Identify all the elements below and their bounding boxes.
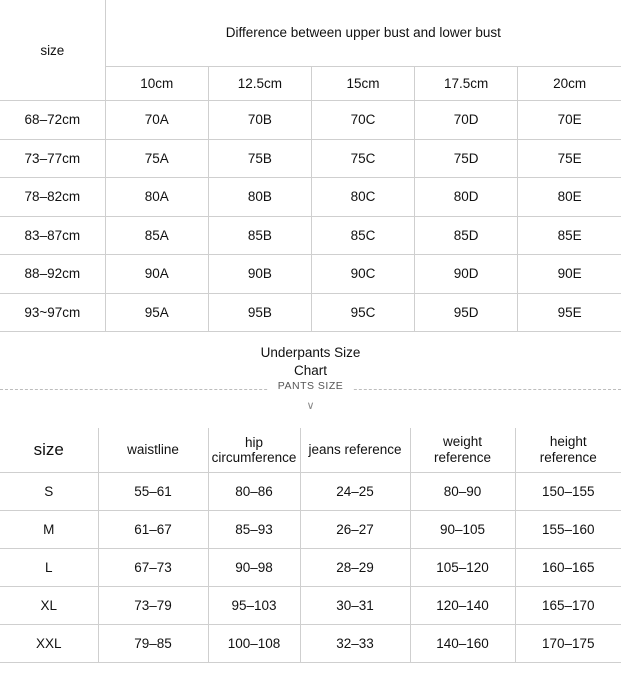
bra-row-size: 68–72cm bbox=[0, 101, 105, 140]
pants-cell-waistline: 67–73 bbox=[98, 548, 208, 586]
pants-cell-height: 165–170 bbox=[515, 586, 621, 624]
section-title bbox=[0, 344, 621, 380]
pants-cell-height: 150–155 bbox=[515, 472, 621, 510]
bra-row-size: 83–87cm bbox=[0, 216, 105, 255]
bra-cup-header-15cm: 15cm bbox=[311, 67, 414, 101]
pants-row-size: L bbox=[0, 548, 98, 586]
pants-row-size: XXL bbox=[0, 624, 98, 662]
bra-cup-header-17-5cm: 17.5cm bbox=[415, 67, 518, 101]
bra-row-size: 78–82cm bbox=[0, 178, 105, 217]
table-row bbox=[0, 255, 621, 294]
pants-cell-waistline: 55–61 bbox=[98, 472, 208, 510]
pants-height-header bbox=[515, 428, 621, 472]
bra-size-header: size bbox=[0, 0, 105, 101]
bra-table-header-row bbox=[0, 0, 621, 67]
pants-cell-jeans: 32–33 bbox=[300, 624, 410, 662]
bra-cell: 75C bbox=[311, 139, 414, 178]
pants-table-header-row bbox=[0, 428, 621, 472]
bra-cell: 80E bbox=[518, 178, 621, 217]
underpants-section-header bbox=[0, 332, 621, 428]
bra-cell: 80B bbox=[208, 178, 311, 217]
bra-cell: 85E bbox=[518, 216, 621, 255]
table-row bbox=[0, 586, 621, 624]
pants-weight-header bbox=[410, 428, 515, 472]
pants-cell-weight: 140–160 bbox=[410, 624, 515, 662]
bra-row-size: 73–77cm bbox=[0, 139, 105, 178]
chevron-down-icon: ∨ bbox=[306, 400, 315, 412]
table-row bbox=[0, 548, 621, 586]
bra-cell: 85A bbox=[105, 216, 208, 255]
pants-jeans-header: jeans reference bbox=[300, 428, 410, 472]
pants-height-header-line1: height bbox=[549, 433, 587, 449]
bra-difference-header: Difference between upper bust and lower bust bbox=[105, 0, 621, 67]
pants-row-size: S bbox=[0, 472, 98, 510]
pants-cell-waistline: 73–79 bbox=[98, 586, 208, 624]
bra-cell: 90B bbox=[208, 255, 311, 294]
section-title-line1: Underpants Size bbox=[260, 345, 361, 360]
pants-cell-height: 170–175 bbox=[515, 624, 621, 662]
pants-cell-waistline: 79–85 bbox=[98, 624, 208, 662]
table-row bbox=[0, 101, 621, 140]
table-row bbox=[0, 472, 621, 510]
table-row bbox=[0, 139, 621, 178]
pants-size-table bbox=[0, 428, 621, 663]
bra-cell: 75D bbox=[415, 139, 518, 178]
pants-row-size: XL bbox=[0, 586, 98, 624]
bra-cell: 95A bbox=[105, 293, 208, 332]
pants-row-size: M bbox=[0, 510, 98, 548]
bra-cell: 90A bbox=[105, 255, 208, 294]
bra-cup-header-12-5cm: 12.5cm bbox=[208, 67, 311, 101]
pants-cell-weight: 120–140 bbox=[410, 586, 515, 624]
bra-cell: 75E bbox=[518, 139, 621, 178]
pants-hip-header: hip circumference bbox=[208, 428, 300, 472]
pants-cell-hip: 95–103 bbox=[208, 586, 300, 624]
pants-cell-hip: 90–98 bbox=[208, 548, 300, 586]
pants-cell-weight: 105–120 bbox=[410, 548, 515, 586]
bra-cell: 70B bbox=[208, 101, 311, 140]
bra-cell: 90C bbox=[311, 255, 414, 294]
pants-cell-jeans: 28–29 bbox=[300, 548, 410, 586]
pants-cell-hip: 100–108 bbox=[208, 624, 300, 662]
bra-row-size: 88–92cm bbox=[0, 255, 105, 294]
pants-waistline-header: waistline bbox=[98, 428, 208, 472]
bra-cell: 85B bbox=[208, 216, 311, 255]
pants-size-header: size bbox=[0, 428, 98, 472]
bra-cup-header-10cm: 10cm bbox=[105, 67, 208, 101]
table-row bbox=[0, 624, 621, 662]
bra-cell: 75A bbox=[105, 139, 208, 178]
pants-cell-height: 155–160 bbox=[515, 510, 621, 548]
pants-weight-header-line2: reference bbox=[433, 449, 492, 465]
pants-cell-jeans: 30–31 bbox=[300, 586, 410, 624]
bra-cell: 90E bbox=[518, 255, 621, 294]
section-title-line2: Chart bbox=[293, 363, 327, 379]
table-row bbox=[0, 510, 621, 548]
table-row bbox=[0, 178, 621, 217]
bra-cell: 80C bbox=[311, 178, 414, 217]
bra-cell: 70C bbox=[311, 101, 414, 140]
bra-cell: 70A bbox=[105, 101, 208, 140]
bra-cell: 70E bbox=[518, 101, 621, 140]
pants-height-header-line2: reference bbox=[539, 449, 597, 465]
pants-cell-height: 160–165 bbox=[515, 548, 621, 586]
bra-cell: 85D bbox=[415, 216, 518, 255]
bra-cell: 95C bbox=[311, 293, 414, 332]
bra-row-size: 93~97cm bbox=[0, 293, 105, 332]
bra-cell: 70D bbox=[415, 101, 518, 140]
bra-cup-header-20cm: 20cm bbox=[518, 67, 621, 101]
bra-cell: 95B bbox=[208, 293, 311, 332]
bra-cell: 80A bbox=[105, 178, 208, 217]
pants-cell-weight: 90–105 bbox=[410, 510, 515, 548]
table-row bbox=[0, 216, 621, 255]
bra-size-table bbox=[0, 0, 621, 332]
bra-cell: 90D bbox=[415, 255, 518, 294]
pants-weight-header-line1: weight bbox=[442, 433, 483, 449]
bra-cell: 95D bbox=[415, 293, 518, 332]
pants-size-label: PANTS SIZE bbox=[268, 380, 353, 392]
bra-cell: 95E bbox=[518, 293, 621, 332]
bra-cell: 75B bbox=[208, 139, 311, 178]
pants-cell-hip: 85–93 bbox=[208, 510, 300, 548]
table-row bbox=[0, 293, 621, 332]
pants-cell-waistline: 61–67 bbox=[98, 510, 208, 548]
pants-cell-hip: 80–86 bbox=[208, 472, 300, 510]
bra-cell: 80D bbox=[415, 178, 518, 217]
pants-cell-jeans: 26–27 bbox=[300, 510, 410, 548]
bra-cell: 85C bbox=[311, 216, 414, 255]
pants-cell-jeans: 24–25 bbox=[300, 472, 410, 510]
pants-cell-weight: 80–90 bbox=[410, 472, 515, 510]
